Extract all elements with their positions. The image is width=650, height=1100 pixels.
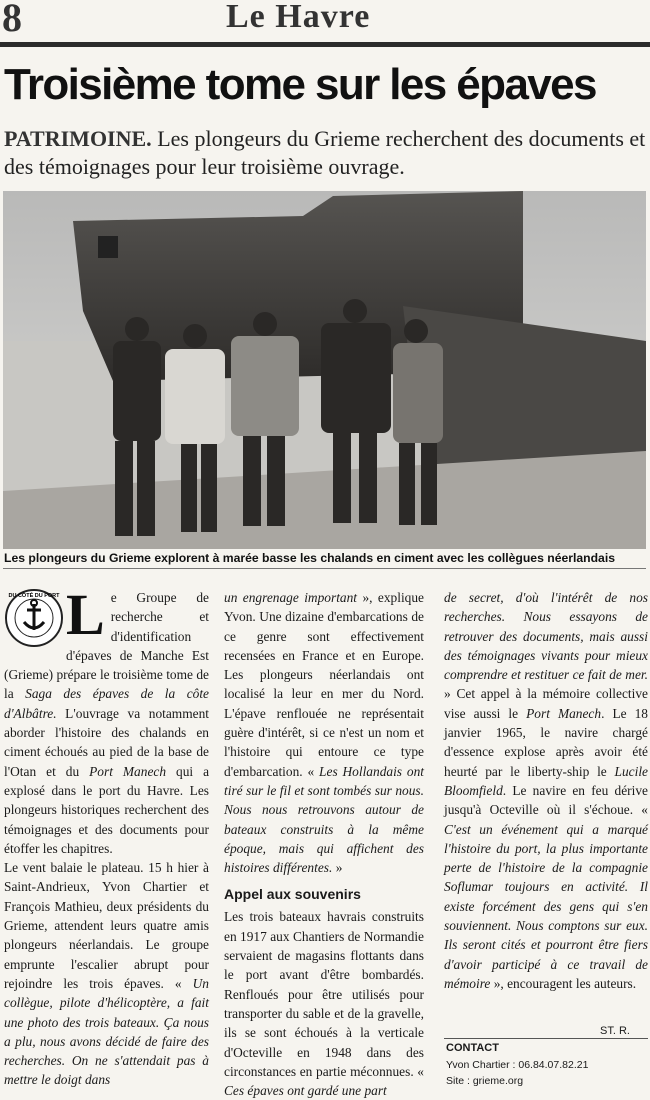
col1-paragraph-2: Le vent balaie le plateau. 15 h hier à Saint-Andrieux, Yvon Chartier et François Mathieu, deux présidents du Grieme, attendent leurs quatre amis plongeurs néerlandais. Le groupe emprunte l'escalier abrupt pour rejoindre les trois épaves. « Un collègue, pilote d'hélicoptère, a fait une photo des trois bateaux. Ça nous a plu, nous avons décidé de faire des recherches. On ne s'attendait pas à mettre le doigt dans bbox=[4, 860, 209, 1088]
column-2 bbox=[224, 588, 424, 1100]
column-1 bbox=[4, 582, 210, 1090]
badge-text: DU CÔTÉ DU PORT bbox=[8, 593, 60, 599]
section-title: Le Havre bbox=[226, 0, 371, 35]
contact-title: CONTACT bbox=[446, 1042, 499, 1054]
photo-caption: Les plongeurs du Grieme explorent à marée basse les chalands en ciment avec les collègues néerlandais bbox=[4, 551, 615, 565]
author-signature: ST. R. bbox=[600, 1025, 630, 1037]
lead-paragraph bbox=[4, 125, 650, 181]
caption-divider bbox=[3, 568, 646, 569]
contact-divider bbox=[444, 1038, 648, 1039]
page-number: 8 bbox=[2, 0, 22, 40]
column-3 bbox=[444, 588, 648, 993]
headline: Troisième tome sur les épaves bbox=[4, 60, 596, 109]
col2-paragraph-1: un engrenage important », explique Yvon. Une dizaine d'embarcations de ce genre sont effectivement recensées en France et en Europe. Les plongeurs néerlandais ont localisé la leur en mer du Nord. L'épave renflouée ne représentait guère d'intérêt, si ce n'est un nom et l'histoire qui entoure ce type d'embarcation. « Les Hollandais ont tiré sur le fil et sont tombés sur nous. Nous nous retrouvons autour de bateaux construits à la même époque, mais qui affichent des histoires différentes. » bbox=[224, 590, 424, 876]
drop-cap: L bbox=[66, 582, 105, 647]
contact-site: Site : grieme.org bbox=[446, 1075, 524, 1087]
photo-illustration bbox=[3, 191, 646, 549]
anchor-badge-icon bbox=[4, 588, 64, 648]
article-photo bbox=[3, 191, 646, 549]
col3-paragraph-1: de secret, d'où l'intérêt de nos recherches. Nous essayons de retrouver des documents, mais aussi des témoignages vivants pour mieux comprendre et restituer ce fait de mer. » Cet appel à la mémoire collective vise aussi le Port Manech. Le 18 janvier 1965, le navire chargé d'essence explose après avoir été heurté par le liberty-ship le Lucile Bloomfield. Le navire en feu dérive jusqu'à Octeville où il s'échoue. « C'est un événement qui a marqué l'histoire du port, la plus importante perte de l'histoire de la compagnie Soflumar toujours en activité. Il existe forcément des gens qui s'en souviennent. Nous comptons sur eux. Ils seront cités et pourront être fiers d'avoir participé à ce travail de mémoire », encouragent les auteurs. bbox=[444, 590, 648, 991]
lead-text: Les plongeurs du Grieme recherchent des documents et des témoignages pour leur troisième ouvrage. bbox=[4, 126, 646, 179]
subheading: Appel aux souvenirs bbox=[224, 886, 361, 903]
col1-paragraph-1: e Groupe de recherche et d'identification d'épaves de Manche Est (Grieme) prépare le troisième tome de la Saga des épaves de la côte d'Albâtre. L'ouvrage va notamment aborder l'histoire des chalands en ciment échoués au pied de la base de l'Otan et du Port Manech qui a explosé dans le port du Havre. Les plongeurs historiques recherchent des témoignages et des documents pour étoffer les chapitres. bbox=[4, 590, 210, 856]
page-header bbox=[0, 0, 650, 47]
col2-paragraph-2: Les trois bateaux havrais construits en 1917 aux Chantiers de Normandie servaient de magasins flottants dans le port avant d'être bombardés. Renfloués pour être utilisés pour transporter du sable et de la gravelle, ils se sont échoués à la verticale d'Octeville en 1948 dans des circonstances en partie méconnues. « Ces épaves ont gardé une part bbox=[224, 909, 424, 1099]
contact-phone: Yvon Chartier : 06.84.07.82.21 bbox=[446, 1059, 589, 1071]
kicker: PATRIMOINE. bbox=[4, 126, 152, 151]
